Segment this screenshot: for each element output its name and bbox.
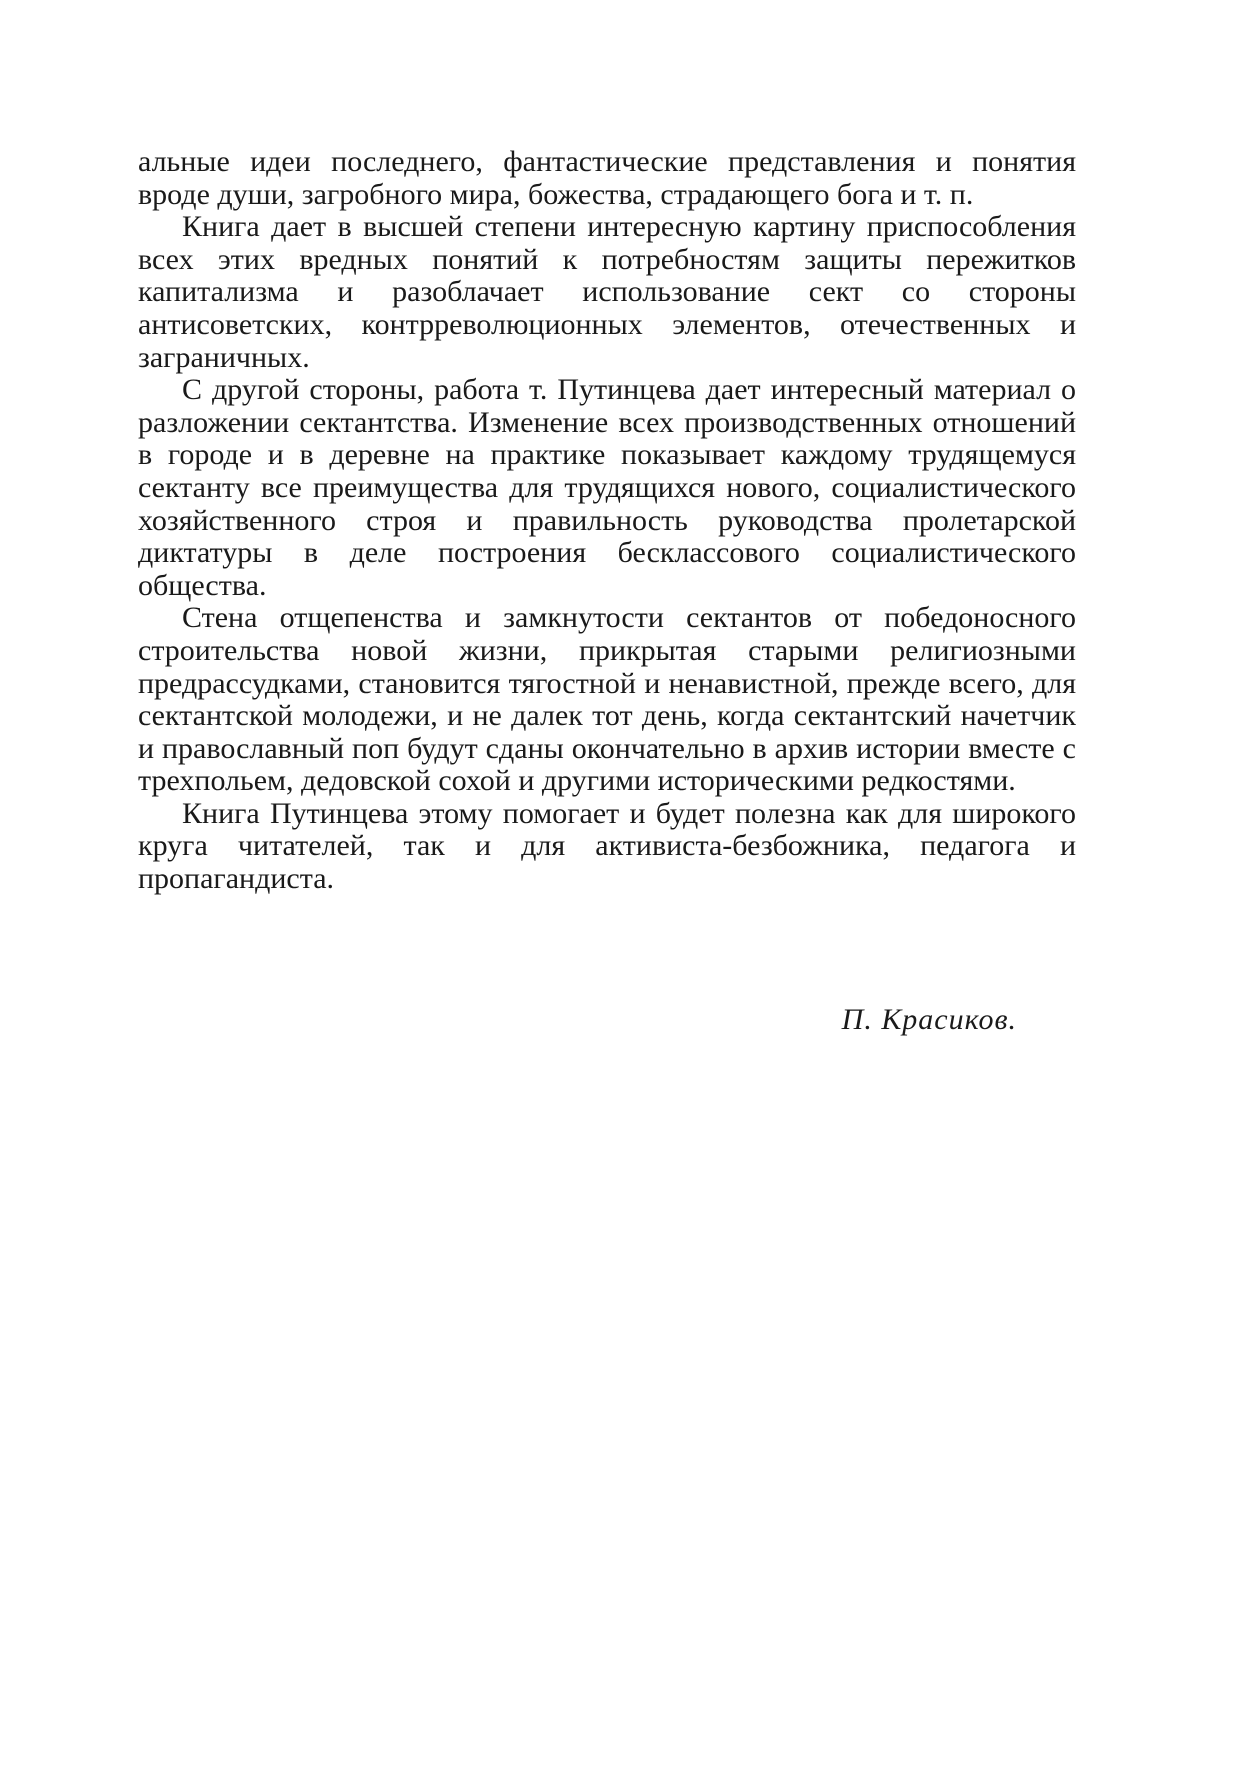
author-signature: П. Красиков.: [841, 1003, 1017, 1036]
paragraph-wall: Стена отщепенства и замкнутости сектантов от победоносного строительства новой жизни, прикрытая старыми религиозными предрассудками, становится тягостной и ненавистной, прежде всего, для сектантской молодежи, и не далек тот день, когда сектантский начетчик и православный поп будут сданы окончательно в архив истории вместе с трехпольем, дедовской сохой и другими историческими редкостями.: [138, 601, 1076, 798]
paragraph-book-picture: Книга дает в высшей степени интересную картину приспособления всех этих вредных понятий к потребностям защиты пережитков капитализма и разоблачает использование сект со стороны антисоветских, контрреволюционных элементов, отечественных и заграничных.: [138, 210, 1076, 374]
body-text: [138, 146, 1076, 896]
paragraph-other-side: С другой стороны, работа т. Путинцева дает интересный материал о разложении сектантства. Изменение всех производственных отношений в городе и в деревне на практике показывает каждому трудящемуся сектанту все преимущества для трудящихся нового, социалистического хозяйственного строя и правильность руководства пролетарской диктатуры в деле построения бесклассового социалистического общества.: [138, 373, 1076, 602]
paragraph-conclusion: Книга Путинцева этому помогает и будет полезна как для широкого круга читателей, так и для активиста-безбожника, педагога и пропагандиста.: [138, 796, 1076, 896]
paragraph-continuation: альные идеи последнего, фантастические представления и понятия вроде души, загробного мира, божества, страдающего бога и т. п.: [138, 145, 1076, 211]
